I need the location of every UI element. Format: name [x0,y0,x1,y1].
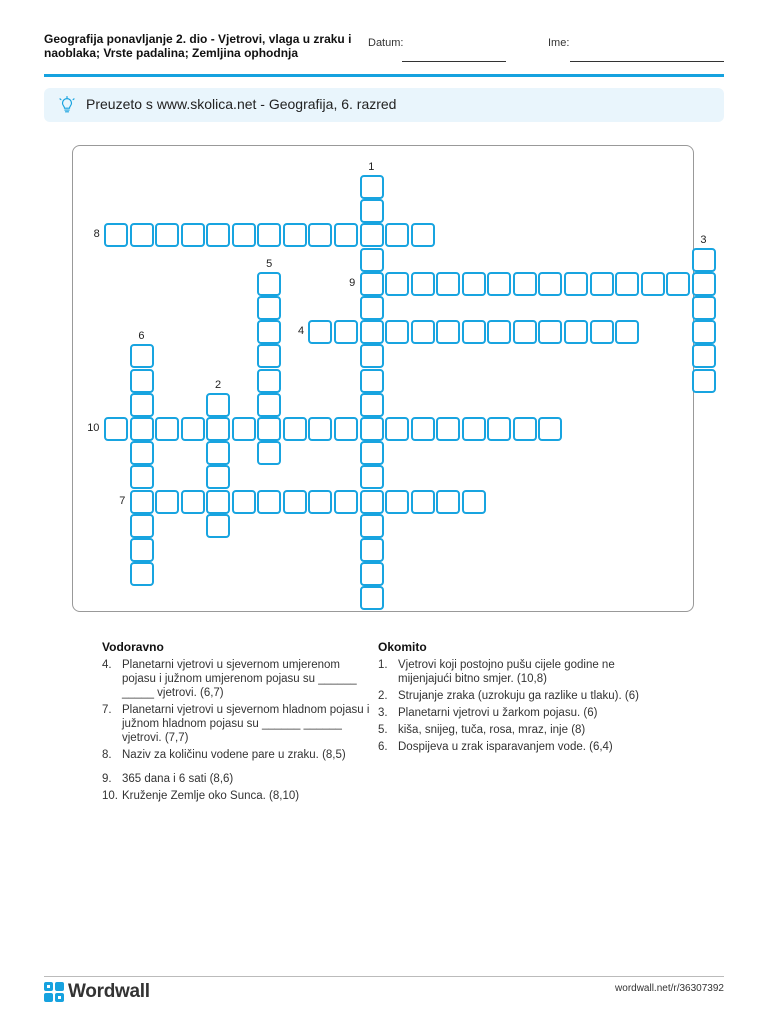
crossword-cell[interactable] [334,417,358,441]
clue-item-number: 7. [102,704,112,716]
crossword-cell[interactable] [615,320,639,344]
crossword-cell[interactable] [181,223,205,247]
crossword-cell[interactable] [360,320,384,344]
header-divider [44,74,724,77]
crossword-cell[interactable] [130,514,154,538]
crossword-cell[interactable] [130,538,154,562]
activity-url: wordwall.net/r/36307392 [615,983,724,994]
clue-item [102,703,372,745]
crossword-cell[interactable] [130,344,154,368]
lightbulb-icon [58,96,76,114]
crossword-cell[interactable] [360,248,384,272]
crossword-cell[interactable] [385,490,409,514]
crossword-cell[interactable] [513,320,537,344]
clue-item [102,748,372,762]
clue-item-text: Dospijeva u zrak isparavanjem vode. (6,4) [398,741,613,753]
clue-item-number: 4. [102,659,112,671]
crossword-cell[interactable] [360,562,384,586]
clue-item [102,772,372,786]
clue-item-text: Vjetrovi koji postojno pušu cijele godine ne mijenjajući bitno smjer. (10,8) [398,659,615,685]
crossword-cell[interactable] [462,417,486,441]
crossword-cell[interactable] [283,223,307,247]
clue-item [102,789,372,803]
crossword-cell[interactable] [130,490,154,514]
crossword-cell[interactable] [462,490,486,514]
worksheet-title: Geografija ponavljanje 2. dio - Vjetrovi, vlaga u zraku i naoblaka; Vrste padalina; Zemljina ophodnja [44,32,352,60]
crossword-cell[interactable] [411,223,435,247]
crossword-cell[interactable] [232,490,256,514]
crossword-cell[interactable] [436,417,460,441]
clue-number: 7 [119,494,126,507]
crossword-cell[interactable] [385,223,409,247]
clue-number: 1 [368,161,375,173]
crossword-cell[interactable] [206,490,230,514]
clue-number: 6 [138,330,145,343]
crossword-cell[interactable] [334,223,358,247]
clue-item [378,723,648,737]
crossword-cell[interactable] [206,393,230,417]
crossword-cell[interactable] [283,490,307,514]
crossword-cell[interactable] [257,369,281,393]
clue-item [378,706,648,720]
crossword-cell[interactable] [181,417,205,441]
clue-number: 8 [93,228,100,241]
crossword-cell[interactable] [130,441,154,465]
crossword-cell[interactable] [360,223,384,247]
crossword-cell[interactable] [104,223,128,247]
across-clues [102,640,372,806]
across-heading: Vodoravno [102,640,164,654]
date-field[interactable] [402,61,506,62]
crossword-cell[interactable] [462,320,486,344]
crossword-cell[interactable] [411,490,435,514]
clue-item-text: 365 dana i 6 sati (8,6) [122,773,234,785]
crossword-cell[interactable] [360,175,384,199]
clue-item-number: 5. [378,724,388,736]
crossword-cell[interactable] [155,417,179,441]
crossword-cell[interactable] [334,320,358,344]
clue-item [102,658,372,700]
clue-number: 5 [266,257,273,270]
crossword-cell[interactable] [487,272,511,296]
crossword-cell[interactable] [155,223,179,247]
crossword-cell[interactable] [564,272,588,296]
clue-item-text: kiša, snijeg, tuča, rosa, mraz, inje (8) [398,724,586,736]
crossword-cell[interactable] [692,248,716,272]
crossword-cell[interactable] [308,417,332,441]
crossword-cell[interactable] [360,441,384,465]
crossword-cell[interactable] [206,514,230,538]
crossword-cell[interactable] [360,586,384,610]
clue-item-number: 3. [378,707,388,719]
clue-item-text: Naziv za količinu vodene pare u zraku. (8,5) [122,749,346,761]
crossword-cell[interactable] [257,344,281,368]
wordwall-logo [44,982,150,1002]
clue-item-number: 9. [102,773,112,785]
crossword-cell[interactable] [334,490,358,514]
crossword-cell[interactable] [257,490,281,514]
crossword-cell[interactable] [487,417,511,441]
crossword-cell[interactable] [360,465,384,489]
crossword-cell[interactable] [232,417,256,441]
crossword-cell[interactable] [155,490,179,514]
crossword-cell[interactable] [360,344,384,368]
crossword-cell[interactable] [104,417,128,441]
crossword-cell[interactable] [590,272,614,296]
crossword-cell[interactable] [513,417,537,441]
crossword-cell[interactable] [257,441,281,465]
clue-item-text: Planetarni vjetrovi u sjevernom hladnom pojasu i južnom hladnom pojasu su ______ ______ vjetrovi. (7,7) [122,704,370,744]
crossword-cell[interactable] [181,490,205,514]
crossword-cell[interactable] [206,417,230,441]
crossword-cell[interactable] [564,320,588,344]
crossword-cell[interactable] [257,393,281,417]
crossword-cell[interactable] [385,417,409,441]
crossword-cell[interactable] [692,272,716,296]
clue-item-text: Strujanje zraka (uzrokuju ga razlike u tlaku). (6) [398,690,639,702]
crossword-cell[interactable] [308,490,332,514]
crossword-cell[interactable] [360,514,384,538]
clue-item-number: 8. [102,749,112,761]
crossword-cell[interactable] [385,272,409,296]
clue-number: 9 [349,276,356,289]
name-label: Ime: [548,37,570,49]
crossword-cell[interactable] [692,369,716,393]
clue-item-text: Kruženje Zemlje oko Sunca. (8,10) [122,790,300,802]
clue-item-number: 2. [378,690,388,702]
crossword-cell[interactable] [436,320,460,344]
crossword-cell[interactable] [513,272,537,296]
crossword-cell[interactable] [360,393,384,417]
date-label: Datum: [368,37,404,49]
crossword-cell[interactable] [360,296,384,320]
brand-name: Wordwall [68,981,150,1002]
crossword-cell[interactable] [385,320,409,344]
clue-item [378,658,648,686]
crossword-cell[interactable] [206,441,230,465]
clue-item [378,689,648,703]
crossword-cell[interactable] [692,296,716,320]
name-field[interactable] [570,61,724,62]
crossword-cell[interactable] [257,417,281,441]
crossword-cell[interactable] [360,369,384,393]
crossword-cell[interactable] [692,344,716,368]
crossword-cell[interactable] [360,272,384,296]
crossword-cell[interactable] [206,465,230,489]
crossword-cell[interactable] [360,538,384,562]
crossword-cell[interactable] [257,296,281,320]
crossword-cell[interactable] [462,272,486,296]
crossword-cell[interactable] [130,393,154,417]
crossword-cell[interactable] [436,490,460,514]
clue-number: 10 [87,422,100,434]
crossword-cell[interactable] [257,223,281,247]
down-clues [378,640,648,757]
clue-item-number: 1. [378,659,388,671]
down-heading: Okomito [378,640,427,654]
crossword-cell[interactable] [308,320,332,344]
crossword-cell[interactable] [130,465,154,489]
crossword-cell[interactable] [308,223,332,247]
clue-item-text: Planetarni vjetrovi u žarkom pojasu. (6) [398,707,598,719]
clue-item-number: 6. [378,741,388,753]
source-text: Preuzeto s www.skolica.net - Geografija, 6. razred [86,96,397,112]
source-banner [44,88,724,122]
crossword-cell[interactable] [130,223,154,247]
crossword-cell[interactable] [411,417,435,441]
footer-divider [44,976,724,977]
crossword-cell[interactable] [130,562,154,586]
crossword-cell[interactable] [641,272,665,296]
crossword-cell[interactable] [538,272,562,296]
crossword-cell[interactable] [206,223,230,247]
crossword-cell[interactable] [130,369,154,393]
crossword-cell[interactable] [411,272,435,296]
crossword-cell[interactable] [257,320,281,344]
clue-item [378,740,648,754]
clue-number: 3 [700,233,707,246]
crossword-cell[interactable] [590,320,614,344]
crossword-cell[interactable] [283,417,307,441]
wordwall-logo-icon [44,982,64,1002]
crossword-cell[interactable] [130,417,154,441]
clue-item-number: 10. [102,790,118,802]
crossword-cell[interactable] [615,272,639,296]
crossword-cell[interactable] [360,199,384,223]
crossword-cell[interactable] [360,490,384,514]
clue-number: 4 [298,325,305,338]
crossword-cell[interactable] [692,320,716,344]
crossword-cell[interactable] [436,272,460,296]
clue-number: 2 [215,378,222,391]
crossword-cell[interactable] [232,223,256,247]
crossword-cell[interactable] [666,272,690,296]
crossword-cell[interactable] [538,320,562,344]
crossword-cell[interactable] [487,320,511,344]
crossword-cell[interactable] [257,272,281,296]
crossword-cell[interactable] [411,320,435,344]
crossword-cell[interactable] [538,417,562,441]
clue-item-text: Planetarni vjetrovi u sjevernom umjerenom pojasu i južnom umjerenom pojasu su ______ _____ vjetrovi. (6,7) [122,659,357,699]
crossword-cell[interactable] [360,417,384,441]
